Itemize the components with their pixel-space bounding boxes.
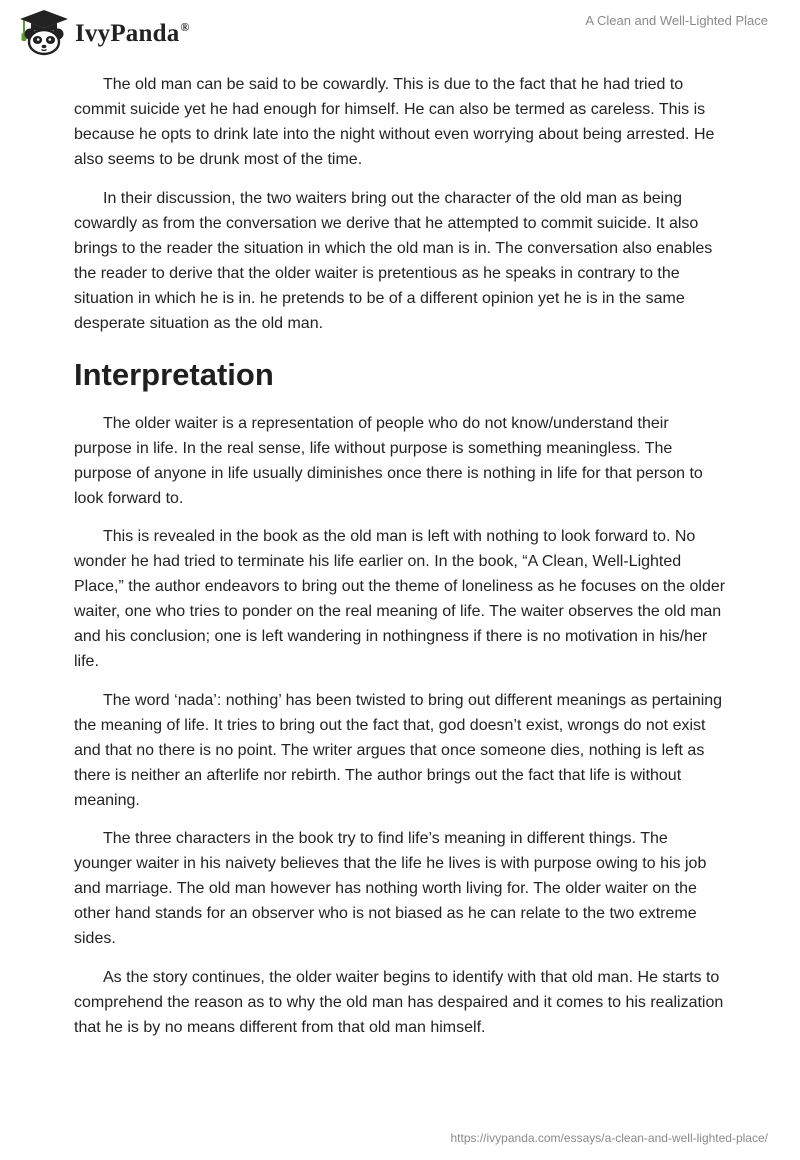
paragraph: As the story continues, the older waiter begins to identify with that old man. He starts to comprehend the reason as to why the old man has despaired and it comes to his realization that he is by no means different from that old man himself. — [74, 968, 724, 1036]
document-title: A Clean and Well-Lighted Place — [585, 13, 768, 28]
essay-content — [74, 72, 726, 1053]
paragraph: The older waiter is a representation of people who do not know/understand their purpose in life. In the real sense, life without purpose is something meaningless. The purpose of anyone in life usually diminishes once there is nothing in life for that person to look forward to. — [74, 414, 703, 507]
section-heading: Interpretation — [74, 356, 274, 392]
paragraph: This is revealed in the book as the old man is left with nothing to look forward to. No wonder he had tried to terminate his life earlier on. In the book, “A Clean, Well-Lighted Place,” the author endeavors to bring out the theme of loneliness as he focuses on the older waiter, one who tries to ponder on the real meaning of life. The waiter observes the old man and his conclusion; one is left wandering in nothingness if there is no motivation in his/her life. — [74, 528, 726, 670]
paragraph: The old man can be said to be cowardly. This is due to the fact that he had tried to commit suicide yet he had enough for himself. He can also be termed as careless. This is because he opts to drink late into the night without even worrying about being arrested. He also seems to be drunk most of the time. — [74, 76, 715, 168]
source-url[interactable]: https://ivypanda.com/essays/a-clean-and-well-lighted-place/ — [450, 1131, 768, 1145]
panda-graduation-cap-icon — [15, 8, 73, 56]
paragraph: The word ‘nada’: nothing’ has been twisted to bring out different meanings as pertaining the meaning of life. It tries to bring out the fact that, god doesn’t exist, wrongs do not exist and that no there is no point. The writer argues that once someone dies, nothing is left as there is neither an afterlife nor rebirth. The author brings out the fact that life is without meaning. — [74, 691, 723, 809]
ivypanda-logo[interactable] — [15, 8, 190, 56]
registered-mark: ® — [180, 20, 190, 34]
paragraph: In their discussion, the two waiters bring out the character of the old man as being cowardly as from the conversation we derive that he attempted to commit suicide. It also brings to the reader the situation in which the old man is in. The conversation also enables the reader to derive that the older waiter is pretentious as he speaks in contrary to the situation in which he is in. he pretends to be of a different opinion yet he is in the same desperate situation as the old man. — [74, 189, 713, 332]
brand-text: IvyPanda — [75, 20, 180, 47]
brand-name — [75, 20, 190, 48]
paragraph: The three characters in the book try to find life’s meaning in different things. The younger waiter in his naivety believes that the life he lives is with purpose owing to his job and marriage. The old man however has nothing worth living for. The older waiter on the other hand stands for an observer who is not biased as he can relate to the two extreme sides. — [74, 830, 707, 947]
page-header — [0, 0, 800, 64]
